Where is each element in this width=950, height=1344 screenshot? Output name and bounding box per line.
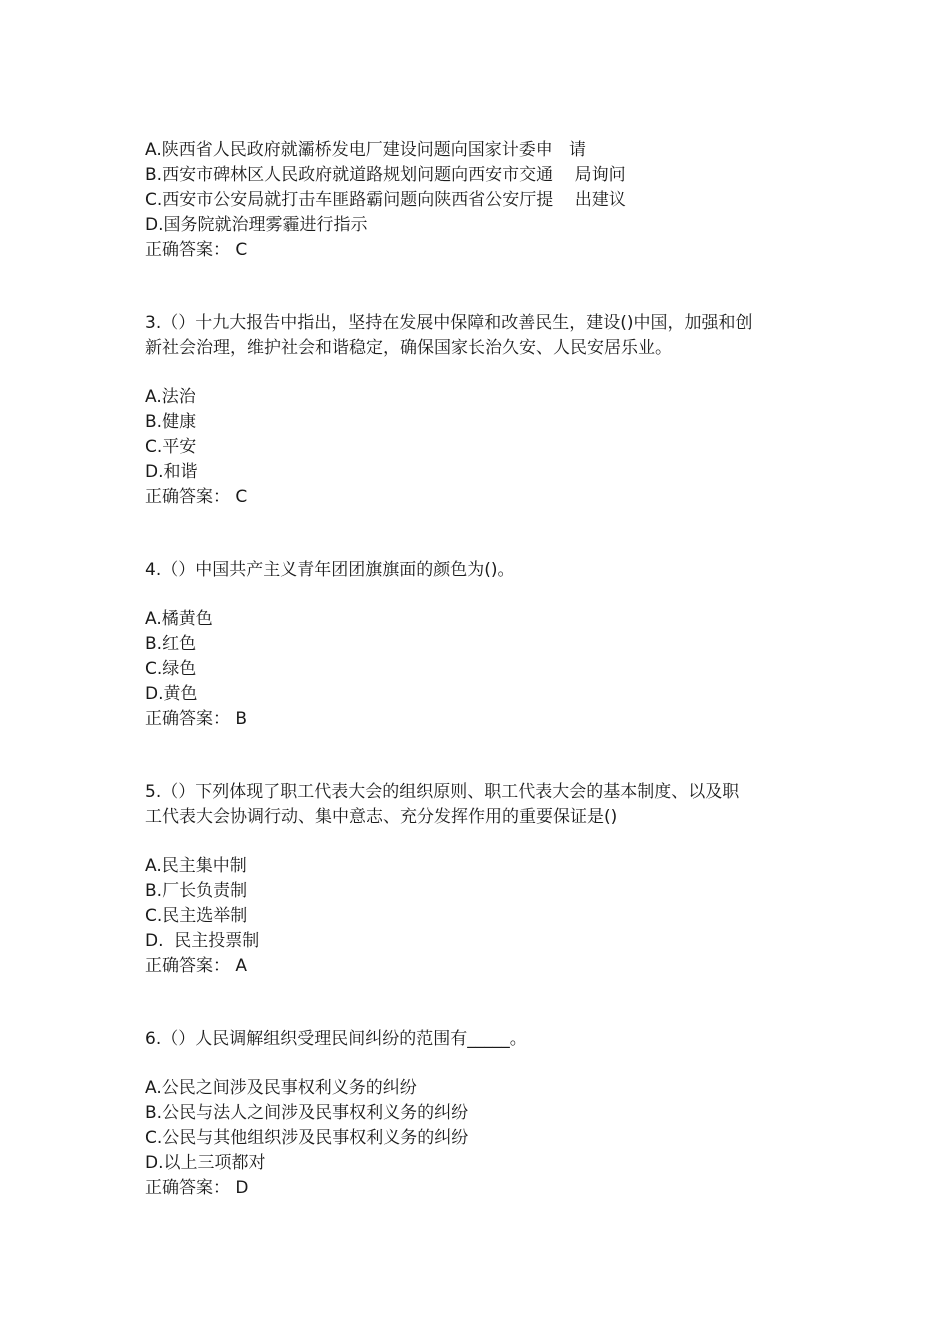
option-b: B.红色 (145, 634, 197, 654)
correct-answer: 正确答案： B (145, 709, 248, 729)
document-page (145, 138, 815, 1201)
correct-answer: 正确答案： A (145, 956, 248, 976)
correct-answer: 正确答案： C (145, 240, 248, 260)
question-text-line-1: 5.（）下列体现了职工代表大会的组织原则、职工代表大会的基本制度、以及职 (145, 782, 740, 802)
option-c: C.绿色 (145, 659, 197, 679)
option-c: C.民主选举制 (145, 906, 248, 926)
option-d: D.黄色 (145, 684, 198, 704)
option-a: A.橘黄色 (145, 609, 213, 629)
question-6 (145, 1027, 815, 1201)
option-b: B.公民与法人之间涉及民事权利义务的纠纷 (145, 1103, 469, 1123)
option-a: A.民主集中制 (145, 856, 247, 876)
question-5 (145, 780, 815, 979)
option-d: D. 民主投票制 (145, 931, 260, 951)
question-3 (145, 311, 815, 510)
correct-answer: 正确答案： C (145, 487, 248, 507)
question-text-line-1: 4.（）中国共产主义青年团团旗旗面的颜色为()。 (145, 560, 515, 580)
option-d: D.和谐 (145, 462, 198, 482)
option-b: B.厂长负责制 (145, 881, 248, 901)
option-b: B.西安市碑林区人民政府就道路规划问题向西安市交通 局询问 (145, 165, 626, 185)
question-2-continued (145, 138, 815, 263)
option-c: C.公民与其他组织涉及民事权利义务的纠纷 (145, 1128, 469, 1148)
option-a: A.法治 (145, 387, 196, 407)
question-text-line-2: 工代表大会协调行动、集中意志、充分发挥作用的重要保证是() (145, 807, 618, 827)
correct-answer: 正确答案： D (145, 1178, 249, 1198)
option-a: A.陕西省人民政府就灞桥发电厂建设问题向国家计委申 请 (145, 140, 586, 160)
option-c: C.平安 (145, 437, 197, 457)
question-text-line-2: 新社会治理，维护社会和谐稳定，确保国家长治久安、人民安居乐业。 (145, 338, 672, 358)
question-text-line-1: 3.（）十九大报告中指出，坚持在发展中保障和改善民生，建设()中国，加强和创 (145, 313, 753, 333)
option-d: D.国务院就治理雾霾进行指示 (145, 215, 368, 235)
option-c: C.西安市公安局就打击车匪路霸问题向陕西省公安厅提 出建议 (145, 190, 626, 210)
option-b: B.健康 (145, 412, 197, 432)
question-text-line-1: 6.（）人民调解组织受理民间纠纷的范围有_____。 (145, 1029, 527, 1049)
option-d: D.以上三项都对 (145, 1153, 266, 1173)
option-a: A.公民之间涉及民事权利义务的纠纷 (145, 1078, 417, 1098)
question-4 (145, 558, 815, 732)
